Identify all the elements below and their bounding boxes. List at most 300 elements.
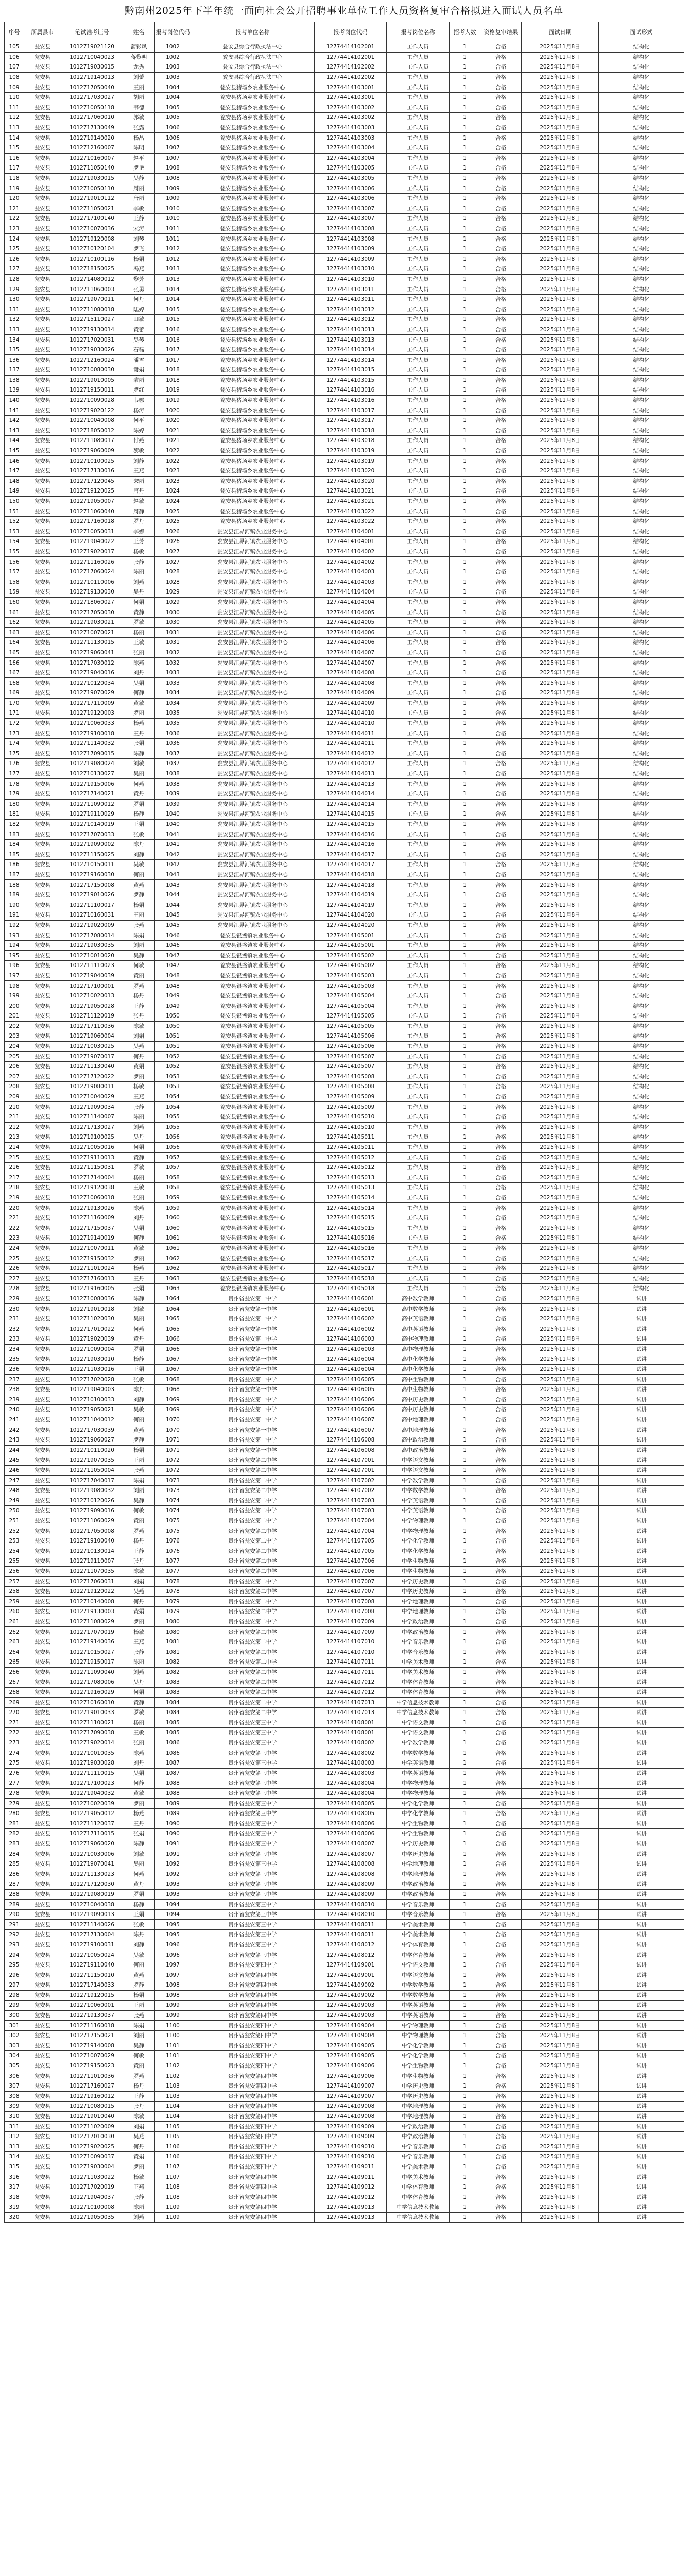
table-body (5, 42, 684, 2223)
exam-number-cell: 1012717160013 (61, 1274, 123, 1284)
table-row (5, 1738, 684, 1748)
name-cell: 陈丽 (123, 2202, 155, 2213)
headcount-cell: 1 (450, 426, 480, 436)
county-cell: 瓮安县 (24, 1405, 61, 1415)
name-cell: 刘敏 (123, 759, 155, 769)
post-code-cell: 1080 (155, 1627, 191, 1637)
interview-form-cell: 试讲 (599, 1960, 684, 1970)
unit-name-cell: 贵州省瓮安第三中学 (191, 1879, 315, 1890)
exam-number-cell: 1012719130003 (61, 1607, 123, 1617)
interview-date-cell: 2025年11月8日 (522, 375, 599, 385)
name-cell: 刘燕 (123, 577, 155, 587)
table-row (5, 1728, 684, 1738)
table-row (5, 738, 684, 749)
review-result-cell: 合格 (480, 1577, 522, 1587)
unit-name-cell: 贵州省瓮安第四中学 (191, 2172, 315, 2182)
name-cell: 陈静 (123, 1839, 155, 1849)
position-code-cell: 12774414109003 (315, 2001, 387, 2011)
interview-date-cell: 2025年11月8日 (522, 1415, 599, 1425)
interview-date-cell: 2025年11月8日 (522, 52, 599, 62)
interview-form-cell: 结构化 (599, 628, 684, 638)
headcount-cell: 1 (450, 1122, 480, 1132)
unit-name-cell: 贵州省瓮安第三中学 (191, 1849, 315, 1859)
position-code-cell: 12774414106005 (315, 1384, 387, 1395)
headcount-cell: 1 (450, 1061, 480, 1072)
position-name-cell: 中学物理教师 (387, 1788, 450, 1799)
position-code-cell: 12774414106002 (315, 1314, 387, 1324)
county-cell: 瓮安县 (24, 597, 61, 607)
interview-form-cell: 试讲 (599, 1597, 684, 1607)
post-code-cell: 1031 (155, 638, 191, 648)
exam-number-cell: 1012719040022 (61, 537, 123, 547)
position-code-cell: 12774414104014 (315, 799, 387, 809)
interview-form-cell: 结构化 (599, 547, 684, 557)
row-number: 206 (5, 1061, 24, 1072)
position-name-cell: 中学地理教师 (387, 1597, 450, 1607)
county-cell: 瓮安县 (24, 1274, 61, 1284)
table-row (5, 1193, 684, 1203)
row-number: 271 (5, 1718, 24, 1728)
interview-date-cell: 2025年11月8日 (522, 1516, 599, 1526)
name-cell: 陈丽 (123, 1112, 155, 1122)
exam-number-cell: 1012710020039 (61, 1799, 123, 1809)
exam-number-cell: 1012719050007 (61, 496, 123, 506)
county-cell: 瓮安县 (24, 1284, 61, 1294)
name-cell: 陈敏 (123, 1021, 155, 1031)
review-result-cell: 合格 (480, 426, 522, 436)
exam-number-cell: 1012710160010 (61, 1698, 123, 1708)
post-code-cell: 1071 (155, 1435, 191, 1445)
unit-name-cell: 瓮安县江界河镇农业服务中心 (191, 890, 315, 900)
interview-date-cell: 2025年11月8日 (522, 1667, 599, 1677)
post-code-cell: 1046 (155, 940, 191, 951)
county-cell: 瓮安县 (24, 1223, 61, 1233)
county-cell: 瓮安县 (24, 769, 61, 779)
position-code-cell: 12774414104015 (315, 809, 387, 820)
interview-date-cell: 2025年11月8日 (522, 1485, 599, 1496)
unit-name-cell: 瓮安县江界河镇农业服务中心 (191, 708, 315, 719)
position-code-cell: 12774414109013 (315, 2202, 387, 2213)
unit-name-cell: 瓮安县江界河镇农业服务中心 (191, 638, 315, 648)
county-cell: 瓮安县 (24, 1748, 61, 1758)
name-cell: 蒙丽 (123, 375, 155, 385)
headcount-cell: 1 (450, 1072, 480, 1082)
interview-date-cell: 2025年11月8日 (522, 2131, 599, 2142)
unit-name-cell: 贵州省瓮安第二中学 (191, 1667, 315, 1677)
exam-number-cell: 1012717090015 (61, 749, 123, 759)
county-cell: 瓮安县 (24, 527, 61, 537)
interview-form-cell: 结构化 (599, 1253, 684, 1264)
post-code-cell: 1101 (155, 2041, 191, 2051)
name-cell: 黄丽 (123, 1516, 155, 1526)
unit-name-cell: 瓮安县江界河镇农业服务中心 (191, 900, 315, 910)
row-number: 126 (5, 254, 24, 264)
name-cell: 罗艳 (123, 163, 155, 174)
interview-date-cell: 2025年11月8日 (522, 466, 599, 476)
headcount-cell: 1 (450, 1031, 480, 1042)
position-name-cell: 工作人员 (387, 345, 450, 355)
review-result-cell: 合格 (480, 1940, 522, 1950)
interview-date-cell: 2025年11月8日 (522, 234, 599, 244)
row-number: 154 (5, 537, 24, 547)
name-cell: 张燕 (123, 2010, 155, 2021)
review-result-cell: 合格 (480, 62, 522, 73)
position-code-cell: 12774414109001 (315, 1970, 387, 1980)
review-result-cell: 合格 (480, 1627, 522, 1637)
position-code-cell: 12774414108007 (315, 1839, 387, 1849)
interview-form-cell: 试讲 (599, 2030, 684, 2041)
interview-form-cell: 试讲 (599, 1667, 684, 1677)
headcount-cell: 1 (450, 1859, 480, 1869)
headcount-cell: 1 (450, 930, 480, 941)
name-cell: 吴燕 (123, 1586, 155, 1597)
review-result-cell: 合格 (480, 2202, 522, 2213)
unit-name-cell: 贵州省瓮安第四中学 (191, 2051, 315, 2061)
interview-form-cell: 结构化 (599, 62, 684, 73)
interview-date-cell: 2025年11月8日 (522, 527, 599, 537)
unit-name-cell: 贵州省瓮安第四中学 (191, 1990, 315, 2001)
name-cell: 张娟 (123, 738, 155, 749)
county-cell: 瓮安县 (24, 1314, 61, 1324)
exam-number-cell: 1012719130014 (61, 325, 123, 335)
position-code-cell: 12774414105017 (315, 1263, 387, 1274)
name-cell: 张静 (123, 557, 155, 567)
headcount-cell: 1 (450, 1900, 480, 1910)
interview-date-cell: 2025年11月8日 (522, 1233, 599, 1244)
position-name-cell: 工作人员 (387, 971, 450, 981)
interview-form-cell: 试讲 (599, 2152, 684, 2162)
exam-number-cell: 1012717110036 (61, 1021, 123, 1031)
review-result-cell: 合格 (480, 1092, 522, 1102)
name-cell: 张敏 (123, 1375, 155, 1385)
interview-date-cell: 2025年11月8日 (522, 1294, 599, 1304)
exam-number-cell: 1012719030015 (61, 62, 123, 73)
name-cell: 何静 (123, 1233, 155, 1244)
interview-form-cell: 试讲 (599, 1808, 684, 1819)
unit-name-cell: 瓮安县银盏镇农业服务中心 (191, 971, 315, 981)
interview-date-cell: 2025年11月8日 (522, 395, 599, 405)
table-row (5, 1284, 684, 1294)
exam-number-cell: 1012719030004 (61, 2162, 123, 2172)
unit-name-cell: 瓮安县江界河镇农业服务中心 (191, 870, 315, 880)
review-result-cell: 合格 (480, 1102, 522, 1112)
review-result-cell: 合格 (480, 1960, 522, 1970)
post-code-cell: 1041 (155, 839, 191, 850)
exam-number-cell: 1012710060001 (61, 2001, 123, 2011)
name-cell: 刘静 (123, 1940, 155, 1950)
name-cell: 何丹 (123, 294, 155, 304)
position-code-cell: 12774414104004 (315, 597, 387, 607)
position-code-cell: 12774414104014 (315, 789, 387, 799)
position-name-cell: 中学体育教师 (387, 1677, 450, 1688)
table-row (5, 1839, 684, 1849)
row-number: 261 (5, 1617, 24, 1627)
post-code-cell: 1054 (155, 1092, 191, 1102)
post-code-cell: 1023 (155, 476, 191, 486)
unit-name-cell: 瓮安县江界河镇农业服务中心 (191, 779, 315, 789)
county-cell: 瓮安县 (24, 1738, 61, 1748)
name-cell: 杨敏 (123, 2172, 155, 2182)
table-row (5, 678, 684, 688)
interview-form-cell: 试讲 (599, 2061, 684, 2071)
unit-name-cell: 贵州省瓮安第三中学 (191, 1718, 315, 1728)
table-row (5, 971, 684, 981)
post-code-cell: 1057 (155, 1153, 191, 1163)
name-cell: 冯燕 (123, 264, 155, 275)
interview-date-cell: 2025年11月8日 (522, 476, 599, 486)
position-name-cell: 工作人员 (387, 42, 450, 53)
position-code-cell: 12774414105002 (315, 951, 387, 961)
post-code-cell: 1108 (155, 2182, 191, 2192)
row-number: 164 (5, 638, 24, 648)
table-row (5, 1526, 684, 1536)
review-result-cell: 合格 (480, 82, 522, 93)
row-number: 298 (5, 1990, 24, 2001)
post-code-cell: 1072 (155, 1455, 191, 1466)
name-cell: 吴静 (123, 2041, 155, 2051)
county-cell: 瓮安县 (24, 1980, 61, 1991)
position-name-cell: 工作人员 (387, 628, 450, 638)
row-number: 157 (5, 567, 24, 577)
row-number: 109 (5, 82, 24, 93)
exam-number-cell: 1012710070021 (61, 628, 123, 638)
row-number: 205 (5, 1052, 24, 1062)
headcount-cell: 1 (450, 1799, 480, 1809)
name-cell: 罗丽 (123, 1617, 155, 1627)
unit-name-cell: 贵州省瓮安第二中学 (191, 1455, 315, 1466)
interview-date-cell: 2025年11月8日 (522, 123, 599, 133)
position-name-cell: 工作人员 (387, 274, 450, 284)
headcount-cell: 1 (450, 880, 480, 890)
interview-form-cell: 试讲 (599, 1526, 684, 1536)
exam-number-cell: 1012719030015 (61, 173, 123, 183)
review-result-cell: 合格 (480, 2071, 522, 2081)
column-header: 资格复审结果 (480, 22, 522, 42)
table-row (5, 1142, 684, 1153)
exam-number-cell: 1012711140032 (61, 738, 123, 749)
unit-name-cell: 贵州省瓮安第二中学 (191, 1465, 315, 1476)
post-code-cell: 1017 (155, 355, 191, 365)
position-name-cell: 高中英语教师 (387, 1324, 450, 1334)
county-cell: 瓮安县 (24, 304, 61, 315)
name-cell: 周丽 (123, 183, 155, 194)
interview-form-cell: 结构化 (599, 749, 684, 759)
position-name-cell: 工作人员 (387, 1162, 450, 1173)
row-number: 163 (5, 628, 24, 638)
headcount-cell: 1 (450, 1849, 480, 1859)
table-row (5, 193, 684, 204)
table-row (5, 284, 684, 295)
position-code-cell: 12774414108009 (315, 1879, 387, 1890)
headcount-cell: 1 (450, 1556, 480, 1567)
name-cell: 王敏 (123, 1183, 155, 1193)
county-cell: 瓮安县 (24, 506, 61, 517)
review-result-cell: 合格 (480, 1395, 522, 1405)
exam-number-cell: 1012717150021 (61, 2030, 123, 2041)
interview-date-cell: 2025年11月8日 (522, 1627, 599, 1637)
position-name-cell: 中学生物教师 (387, 1829, 450, 1839)
unit-name-cell: 贵州省瓮安第一中学 (191, 1415, 315, 1425)
interview-form-cell: 结构化 (599, 1112, 684, 1122)
position-code-cell: 12774414103016 (315, 385, 387, 396)
exam-number-cell: 1012717100023 (61, 1778, 123, 1789)
interview-date-cell: 2025年11月8日 (522, 1718, 599, 1728)
interview-form-cell: 试讲 (599, 2081, 684, 2091)
interview-form-cell: 试讲 (599, 1869, 684, 1879)
post-code-cell: 1085 (155, 1728, 191, 1738)
interview-date-cell: 2025年11月8日 (522, 506, 599, 517)
interview-form-cell: 试讲 (599, 1647, 684, 1657)
position-name-cell: 高中化学教师 (387, 1364, 450, 1375)
position-code-cell: 12774414107007 (315, 1586, 387, 1597)
county-cell: 瓮安县 (24, 395, 61, 405)
review-result-cell: 合格 (480, 1364, 522, 1375)
post-code-cell: 1059 (155, 1193, 191, 1203)
interview-form-cell: 结构化 (599, 355, 684, 365)
position-name-cell: 工作人员 (387, 1203, 450, 1213)
exam-number-cell: 1012719150006 (61, 779, 123, 789)
interview-form-cell: 结构化 (599, 466, 684, 476)
position-code-cell: 12774414104015 (315, 819, 387, 829)
table-row (5, 1546, 684, 1556)
review-result-cell: 合格 (480, 1718, 522, 1728)
row-number: 147 (5, 466, 24, 476)
county-cell: 瓮安县 (24, 1788, 61, 1799)
row-number: 142 (5, 415, 24, 426)
name-cell: 杨敏 (123, 547, 155, 557)
headcount-cell: 1 (450, 971, 480, 981)
interview-date-cell: 2025年11月8日 (522, 284, 599, 295)
name-cell: 何丽 (123, 1415, 155, 1425)
name-cell: 张露 (123, 123, 155, 133)
row-number: 192 (5, 920, 24, 930)
review-result-cell: 合格 (480, 1354, 522, 1365)
row-number: 308 (5, 2091, 24, 2102)
position-code-cell: 12774414103011 (315, 284, 387, 295)
post-code-cell: 1041 (155, 829, 191, 840)
county-cell: 瓮安县 (24, 698, 61, 708)
interview-date-cell: 2025年11月8日 (522, 1253, 599, 1264)
unit-name-cell: 瓮安县银盏镇农业服务中心 (191, 940, 315, 951)
interview-form-cell: 试讲 (599, 1334, 684, 1345)
headcount-cell: 1 (450, 890, 480, 900)
interview-form-cell: 结构化 (599, 779, 684, 789)
county-cell: 瓮安县 (24, 2010, 61, 2021)
headcount-cell: 1 (450, 1263, 480, 1274)
table-row (5, 1213, 684, 1223)
position-code-cell: 12774414103010 (315, 274, 387, 284)
unit-name-cell: 贵州省瓮安第二中学 (191, 1566, 315, 1577)
name-cell: 王丹 (123, 1819, 155, 1829)
interview-date-cell: 2025年11月8日 (522, 72, 599, 82)
review-result-cell: 合格 (480, 466, 522, 476)
headcount-cell: 1 (450, 1485, 480, 1496)
table-row (5, 1314, 684, 1324)
row-number: 316 (5, 2172, 24, 2182)
interview-date-cell: 2025年11月8日 (522, 2021, 599, 2031)
name-cell: 罗静 (123, 1980, 155, 1991)
headcount-cell: 1 (450, 325, 480, 335)
name-cell: 刘静 (123, 456, 155, 466)
row-number: 141 (5, 405, 24, 416)
post-code-cell: 1071 (155, 1445, 191, 1455)
interview-form-cell: 结构化 (599, 678, 684, 688)
position-name-cell: 工作人员 (387, 1112, 450, 1122)
review-result-cell: 合格 (480, 92, 522, 103)
unit-name-cell: 瓮安县银盏镇农业服务中心 (191, 991, 315, 1001)
post-code-cell: 1047 (155, 961, 191, 971)
unit-name-cell: 贵州省瓮安第一中学 (191, 1314, 315, 1324)
review-result-cell: 合格 (480, 1274, 522, 1284)
name-cell: 陈燕 (123, 658, 155, 668)
position-code-cell: 12774414107006 (315, 1556, 387, 1567)
interview-form-cell: 试讲 (599, 1314, 684, 1324)
position-name-cell: 工作人员 (387, 1274, 450, 1284)
county-cell: 瓮安县 (24, 1233, 61, 1244)
headcount-cell: 1 (450, 1980, 480, 1991)
headcount-cell: 1 (450, 628, 480, 638)
column-header: 面试日期 (522, 22, 599, 42)
position-code-cell: 12774414103012 (315, 315, 387, 325)
position-name-cell: 中学物理教师 (387, 2030, 450, 2041)
table-row (5, 2192, 684, 2202)
unit-name-cell: 瓮安县猪场乡农业服务中心 (191, 133, 315, 143)
interview-date-cell: 2025年11月8日 (522, 668, 599, 678)
review-result-cell: 合格 (480, 738, 522, 749)
row-number: 269 (5, 1698, 24, 1708)
table-row (5, 294, 684, 304)
position-name-cell: 工作人员 (387, 1173, 450, 1183)
table-row (5, 1294, 684, 1304)
interview-form-cell: 结构化 (599, 163, 684, 174)
county-cell: 瓮安县 (24, 1566, 61, 1577)
name-cell: 蒲彩凤 (123, 42, 155, 53)
name-cell: 吴娟 (123, 1768, 155, 1778)
table-row (5, 961, 684, 971)
county-cell: 瓮安县 (24, 648, 61, 658)
row-number: 107 (5, 62, 24, 73)
position-name-cell: 工作人员 (387, 981, 450, 991)
position-code-cell: 12774414104010 (315, 718, 387, 728)
interview-form-cell: 试讲 (599, 1829, 684, 1839)
position-code-cell: 12774414106006 (315, 1405, 387, 1415)
exam-number-cell: 1012710020013 (61, 991, 123, 1001)
headcount-cell: 1 (450, 1304, 480, 1314)
row-number: 257 (5, 1577, 24, 1587)
exam-number-cell: 1012719140019 (61, 1233, 123, 1244)
county-cell: 瓮安县 (24, 315, 61, 325)
position-code-cell: 12774414104009 (315, 698, 387, 708)
review-result-cell: 合格 (480, 2091, 522, 2102)
position-name-cell: 工作人员 (387, 1253, 450, 1264)
unit-name-cell: 瓮安县银盏镇农业服务中心 (191, 1274, 315, 1284)
unit-name-cell: 贵州省瓮安第一中学 (191, 1425, 315, 1435)
position-name-cell: 高中政治教师 (387, 1445, 450, 1455)
post-code-cell: 1106 (155, 2142, 191, 2152)
review-result-cell: 合格 (480, 365, 522, 376)
name-cell: 吴丹 (123, 587, 155, 598)
headcount-cell: 1 (450, 52, 480, 62)
review-result-cell: 合格 (480, 1223, 522, 1233)
position-name-cell: 工作人员 (387, 294, 450, 304)
review-result-cell: 合格 (480, 607, 522, 618)
interview-date-cell: 2025年11月8日 (522, 1153, 599, 1163)
name-cell: 张勇 (123, 284, 155, 295)
table-row (5, 254, 684, 264)
position-code-cell: 12774414103007 (315, 214, 387, 224)
table-row (5, 860, 684, 870)
interview-date-cell: 2025年11月8日 (522, 456, 599, 466)
